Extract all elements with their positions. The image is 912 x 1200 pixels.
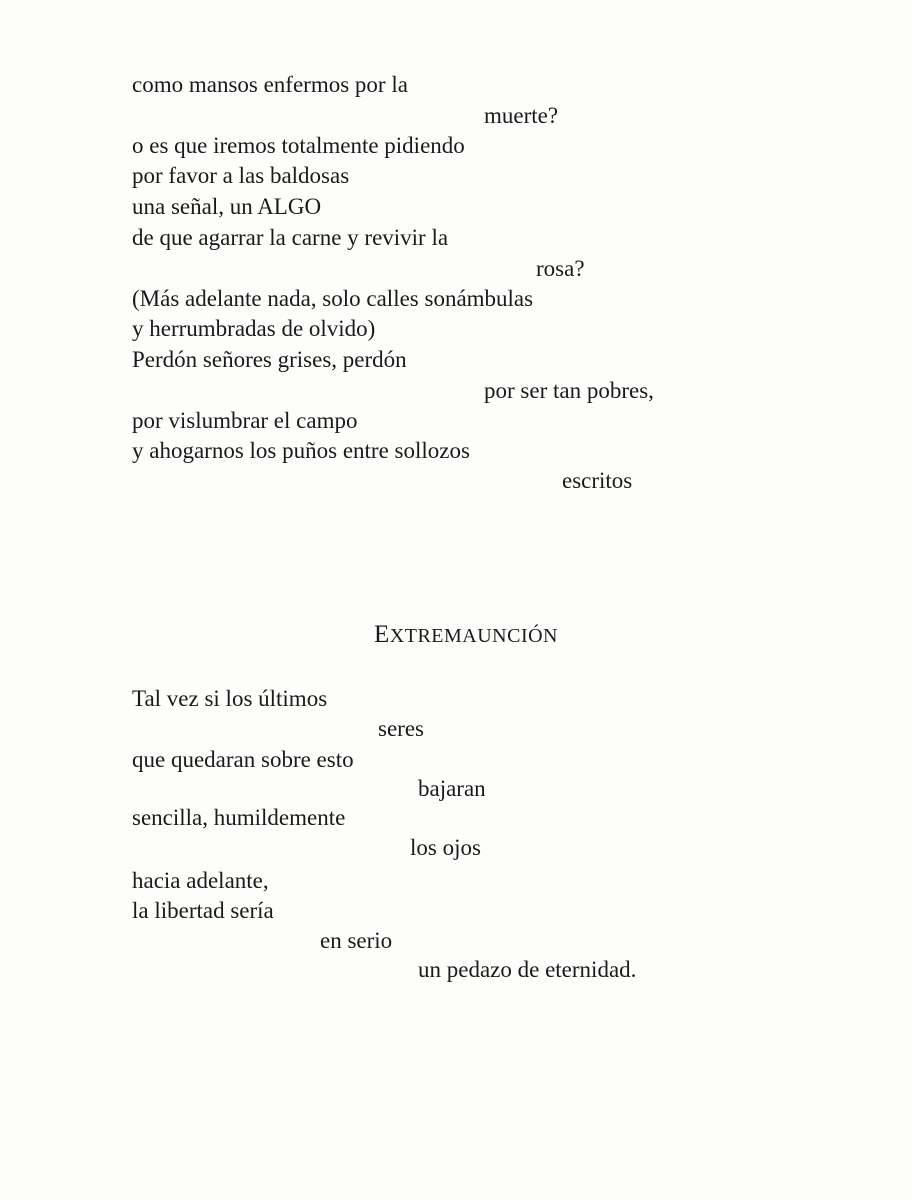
poem-line: por vislumbrar el campo (132, 408, 358, 433)
poem-line: los ojos (410, 835, 481, 860)
poem-line: escritos (562, 468, 633, 493)
poem-line: rosa? (536, 256, 585, 281)
poem-title-rest: XTREMAUNCIÓN (389, 625, 558, 647)
poem-line: y herrumbradas de olvido) (132, 316, 376, 341)
poem-line: bajaran (418, 776, 486, 801)
poem-line: Tal vez si los últimos (132, 686, 328, 711)
poem-line: hacia adelante, (132, 868, 269, 893)
poem-line: Perdón señores grises, perdón (132, 347, 407, 372)
poem-line: que quedaran sobre esto (132, 747, 354, 772)
poem-line: sencilla, humildemente (132, 805, 346, 830)
poem-line: y ahogarnos los puños entre sollozos (132, 438, 470, 463)
poem-line: por ser tan pobres, (484, 378, 654, 403)
poem-line: muerte? (484, 103, 559, 128)
poem-line: como mansos enfermos por la (132, 72, 408, 97)
poem-line: o es que iremos totalmente pidiendo (132, 133, 465, 158)
poem-line: un pedazo de eternidad. (418, 957, 637, 982)
poem-line: seres (378, 716, 424, 741)
poem-line: (Más adelante nada, solo calles sonámbulas (132, 286, 534, 311)
poem-line: por favor a las baldosas (132, 163, 350, 188)
poem-line: la libertad sería (132, 898, 274, 923)
poem-title (374, 620, 558, 651)
poem-line: una señal, un ALGO (132, 194, 322, 219)
poem-line: en serio (320, 928, 393, 953)
poem-title-initial: E (374, 621, 390, 648)
poem-line: de que agarrar la carne y revivir la (132, 225, 449, 250)
